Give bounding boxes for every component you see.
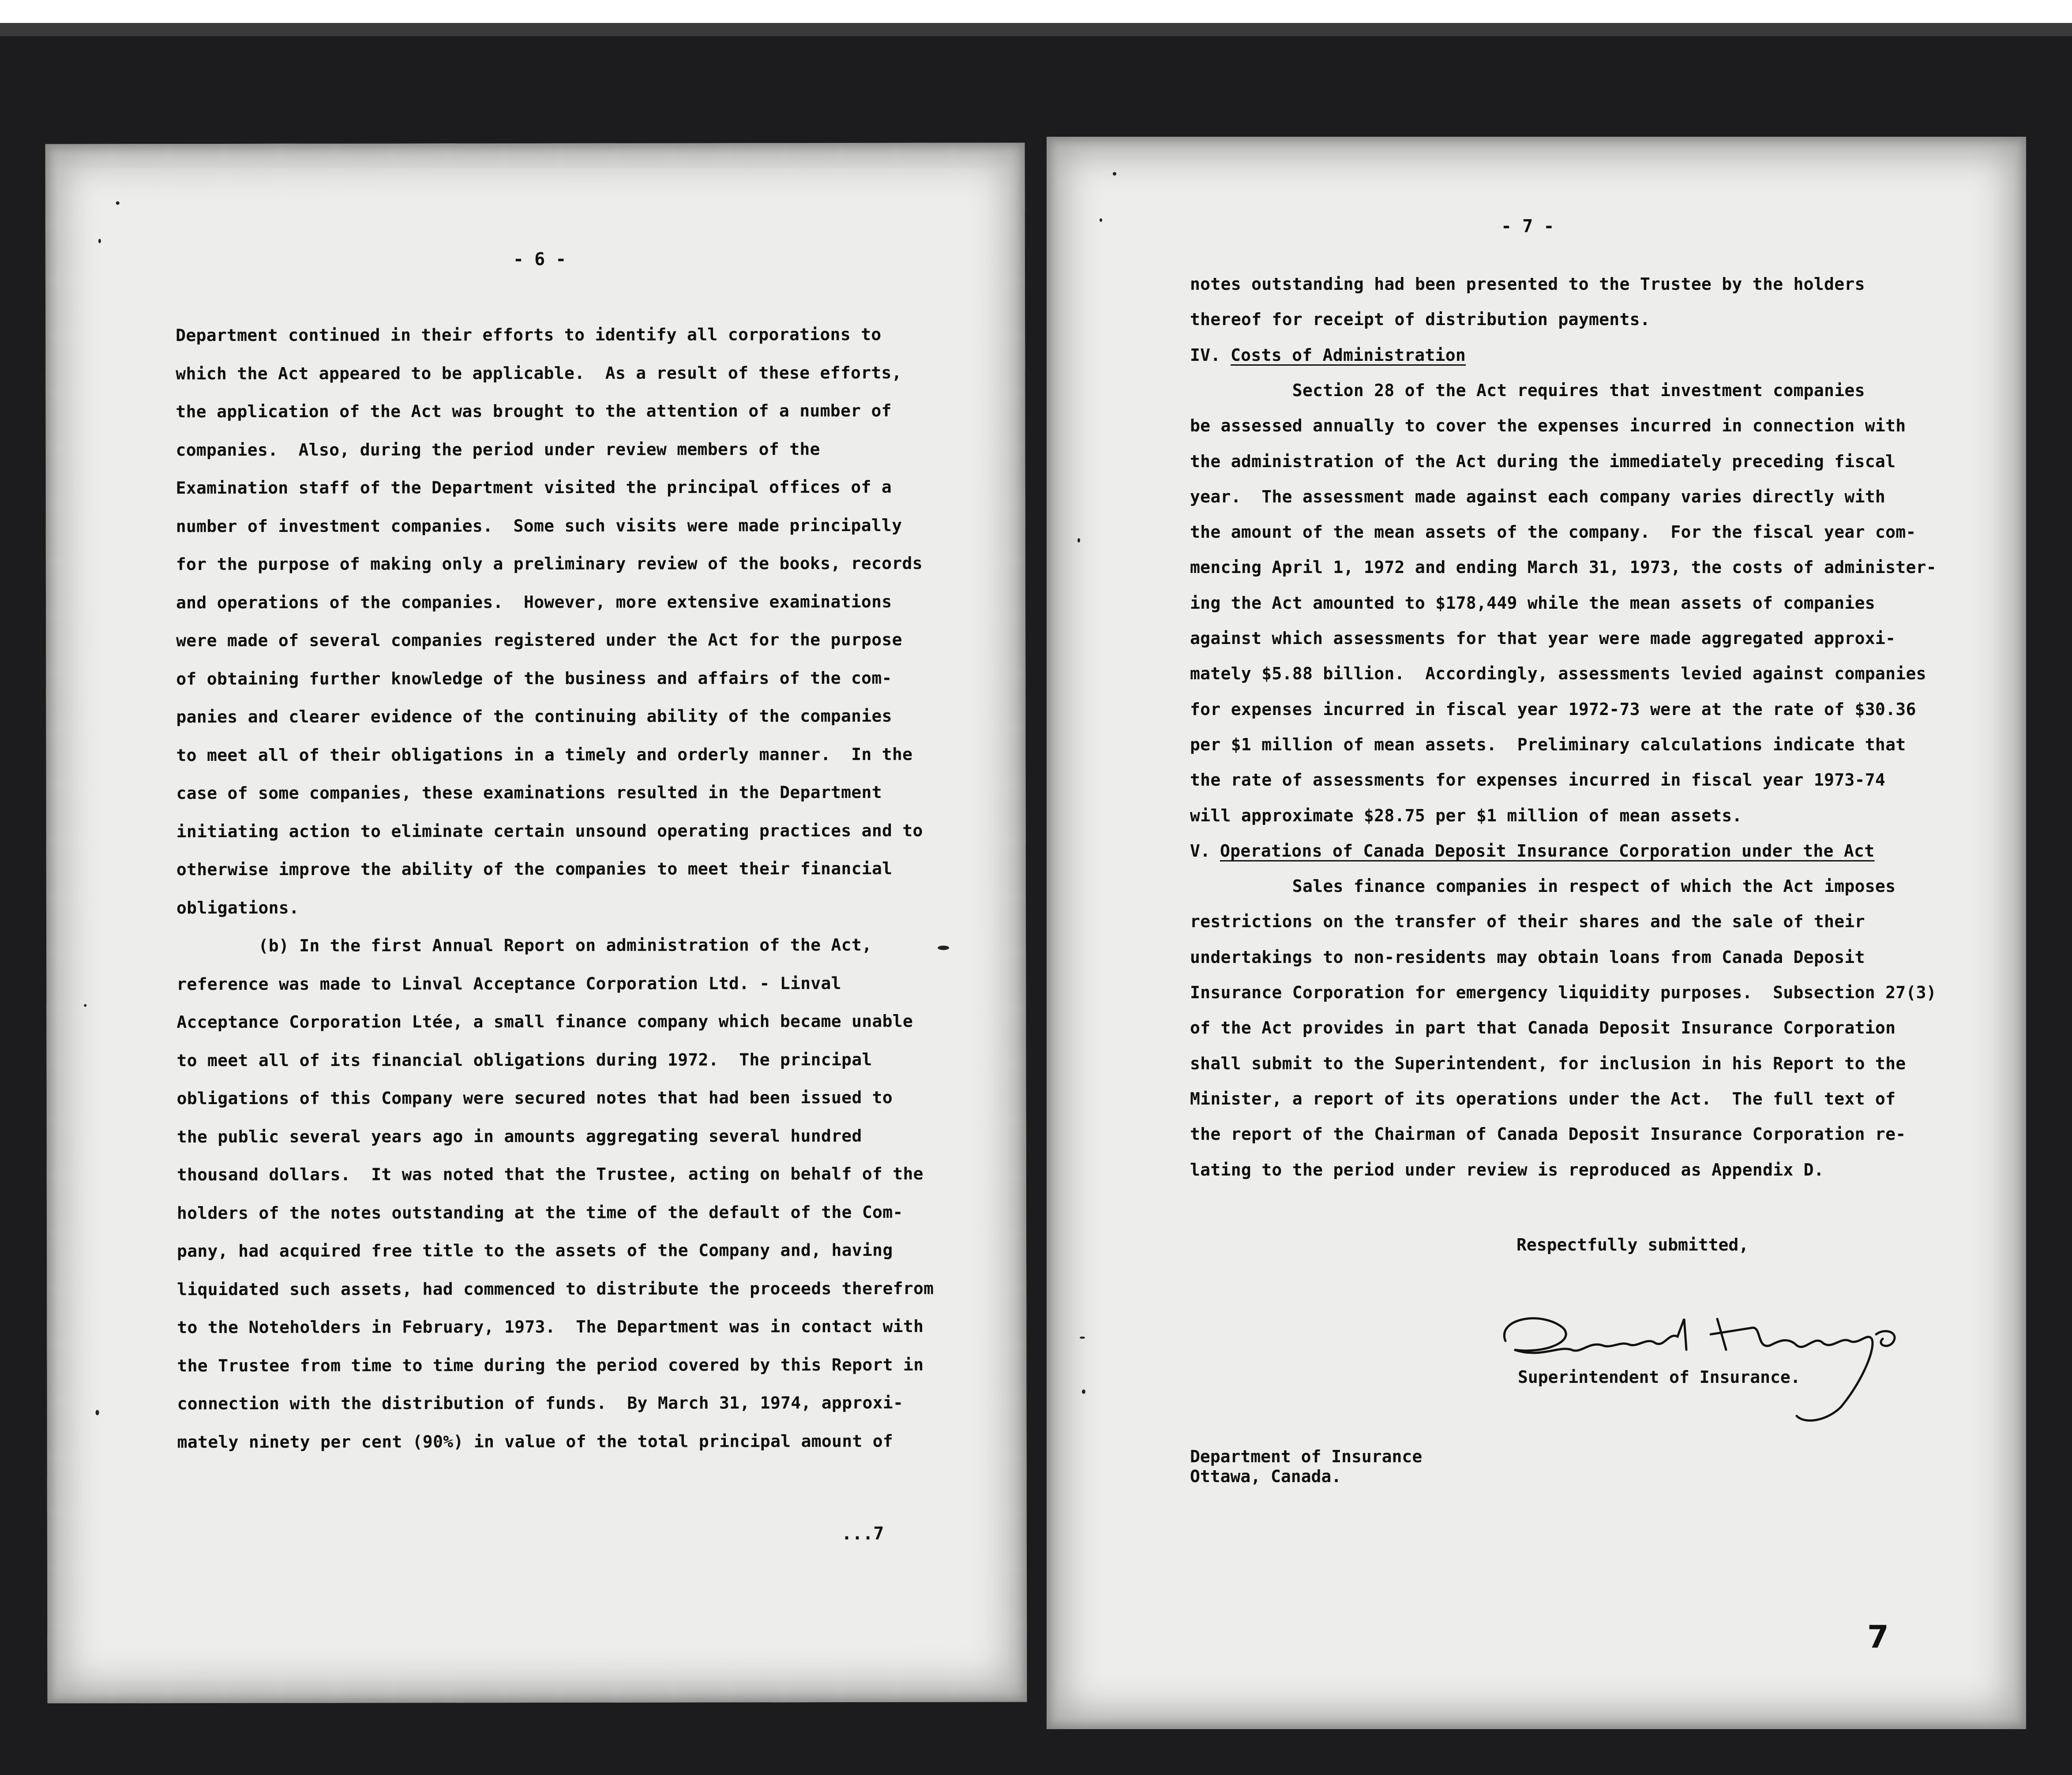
signatory-title: Superintendent of Insurance. [1518,1367,1801,1387]
body-text-line: the administration of the Act during the immediately preceding fiscal [1190,451,1896,471]
closing-salutation: Respectfully submitted, [1516,1235,1749,1254]
body-text-line: for expenses incurred in fiscal year 1972-73 were at the rate of $30.36 [1190,699,1916,719]
scan-speck [98,239,101,243]
scan-top-band [0,23,2072,36]
scan-speck [1100,218,1102,222]
body-text-line: reference was made to Linval Acceptance Corporation Ltd. - Linval [176,973,841,994]
body-text-line: Examination staff of the Department visited the principal offices of a [176,477,892,498]
body-text-line: restrictions on the transfer of their shares and the sale of their [1190,912,1865,932]
scan-speck [1082,1389,1085,1394]
body-text-line: undertakings to non-residents may obtain loans from Canada Deposit [1190,947,1865,967]
body-text-line: panies and clearer evidence of the continuing ability of the companies [176,706,892,727]
body-text-line: pany, had acquired free title to the assets of the Company and, having [177,1240,893,1261]
left-page [45,142,1027,1703]
body-text-line: of the Act provides in part that Canada Deposit Insurance Corporation [1190,1018,1896,1038]
body-text-line: thereof for receipt of distribution payments. [1190,310,1651,330]
body-text-line: Sales finance companies in respect of which the Act imposes [1190,876,1896,896]
body-text-line: Department continued in their efforts to identify all corporations to [176,324,882,345]
body-text-line: for the purpose of making only a preliminary review of the books, records [176,553,923,574]
address-line-1: Department of Insurance [1190,1447,1423,1466]
body-text-line: obligations of this Company were secured notes that had been issued to [176,1087,893,1108]
scan-speck [96,1410,99,1415]
scan-speck [1080,1337,1085,1339]
address-line-2: Ottawa, Canada. [1190,1467,1342,1486]
body-text-line: shall submit to the Superintendent, for inclusion in his Report to the [1190,1053,1906,1073]
body-text-line: be assessed annually to cover the expenses incurred in connection with [1190,416,1906,436]
body-text-line: notes outstanding had been presented to the Trustee by the holders [1190,274,1865,294]
body-text-line: to the Noteholders in February, 1973. The Department was in contact with [177,1316,924,1337]
body-text-line: mencing April 1, 1972 and ending March 31, 1973, the costs of administer- [1190,558,1937,577]
body-text-line: liquidated such assets, had commenced to distribute the proceeds therefrom [177,1278,934,1299]
body-text-line: thousand dollars. It was noted that the Trustee, acting on behalf of the [176,1164,923,1185]
right-page-number: - 7 - [1501,216,1554,236]
body-text-line: Section 28 of the Act requires that investment companies [1190,380,1865,400]
corner-page-number: 7 [1867,1619,1889,1655]
body-text-line: initiating action to eliminate certain unsound operating practices and to [176,820,923,841]
body-text-line: mately ninety per cent (90%) in value of the total principal amount of [177,1431,893,1452]
scan-top-border [0,0,2072,23]
body-text-line: the application of the Act was brought to the attention of a number of [176,401,892,422]
body-text-line: case of some companies, these examinations resulted in the Department [176,782,882,803]
body-text-line: holders of the notes outstanding at the time of the default of the Com- [176,1202,903,1223]
body-text-line: per $1 million of mean assets. Preliminary calculations indicate that [1190,734,1906,754]
body-text-line: the amount of the mean assets of the company. For the fiscal year com- [1190,522,1916,542]
body-text-line: to meet all of their obligations in a timely and orderly manner. In the [176,744,913,765]
body-text-line: the public several years ago in amounts aggregating several hundred [176,1126,862,1146]
body-text-line: which the Act appeared to be applicable. As a result of these efforts, [176,363,902,383]
body-text-line: were made of several companies registered under the Act for the purpose [176,629,902,651]
section-heading-number: V. [1190,841,1221,861]
right-page [1047,137,2026,1729]
scan-speck [938,946,949,950]
scan-speck [1113,172,1116,176]
body-text-line: obligations. [176,898,300,917]
body-text-line: against which assessments for that year were made aggregated approxi- [1190,629,1896,648]
body-text-line: number of investment companies. Some such visits were made principally [176,515,902,536]
body-text-line: lating to the period under review is reproduced as Appendix D. [1190,1160,1824,1180]
body-text-line: will approximate $28.75 per $1 million of mean assets. [1190,805,1742,825]
body-text-line: connection with the distribution of funds. By March 31, 1974, approxi- [177,1393,904,1414]
body-text-line: to meet all of its financial obligations during 1972. The principal [176,1049,872,1070]
section-heading-cdic: Operations of Canada Deposit Insurance Corporation under the Act [1220,841,1875,861]
section-heading-number: IV. [1190,345,1231,365]
body-text-line: of obtaining further knowledge of the business and affairs of the com- [176,668,892,689]
scan-speck [84,1004,86,1007]
body-text-line: companies. Also, during the period under review members of the [176,439,820,460]
body-text-line: Acceptance Corporation Ltée, a small finance company which became unable [176,1011,913,1032]
scan-speck [1077,538,1080,543]
left-page-number: - 6 - [513,249,567,270]
signature-image [1488,1292,1911,1434]
body-text-line: (b) In the first Annual Report on administration of the Act, [176,935,872,956]
body-text-line: Minister, a report of its operations under the Act. The full text of [1190,1089,1896,1108]
continuation-marker: ...7 [841,1523,884,1544]
body-text-line: the report of the Chairman of Canada Deposit Insurance Corporation re- [1190,1124,1906,1144]
body-text-line: otherwise improve the ability of the companies to meet their financial [176,858,893,880]
body-text-line: ing the Act amounted to $178,449 while the mean assets of companies [1190,593,1875,613]
scan-speck [116,201,120,205]
body-text-line: year. The assessment made against each company varies directly with [1190,487,1886,506]
body-text-line: mately $5.88 billion. Accordingly, assessments levied against companies [1190,664,1926,684]
body-text-line: and operations of the companies. However, more extensive examinations [176,592,892,612]
left-page-body [45,142,1025,1452]
body-text-line: Insurance Corporation for emergency liquidity purposes. Subsection 27(3) [1190,983,1937,1002]
section-heading-costs: Costs of Administration [1231,345,1466,365]
body-text-line: the Trustee from time to time during the period covered by this Report in [177,1355,924,1375]
body-text-line: the rate of assessments for expenses incurred in fiscal year 1973-74 [1190,770,1886,790]
